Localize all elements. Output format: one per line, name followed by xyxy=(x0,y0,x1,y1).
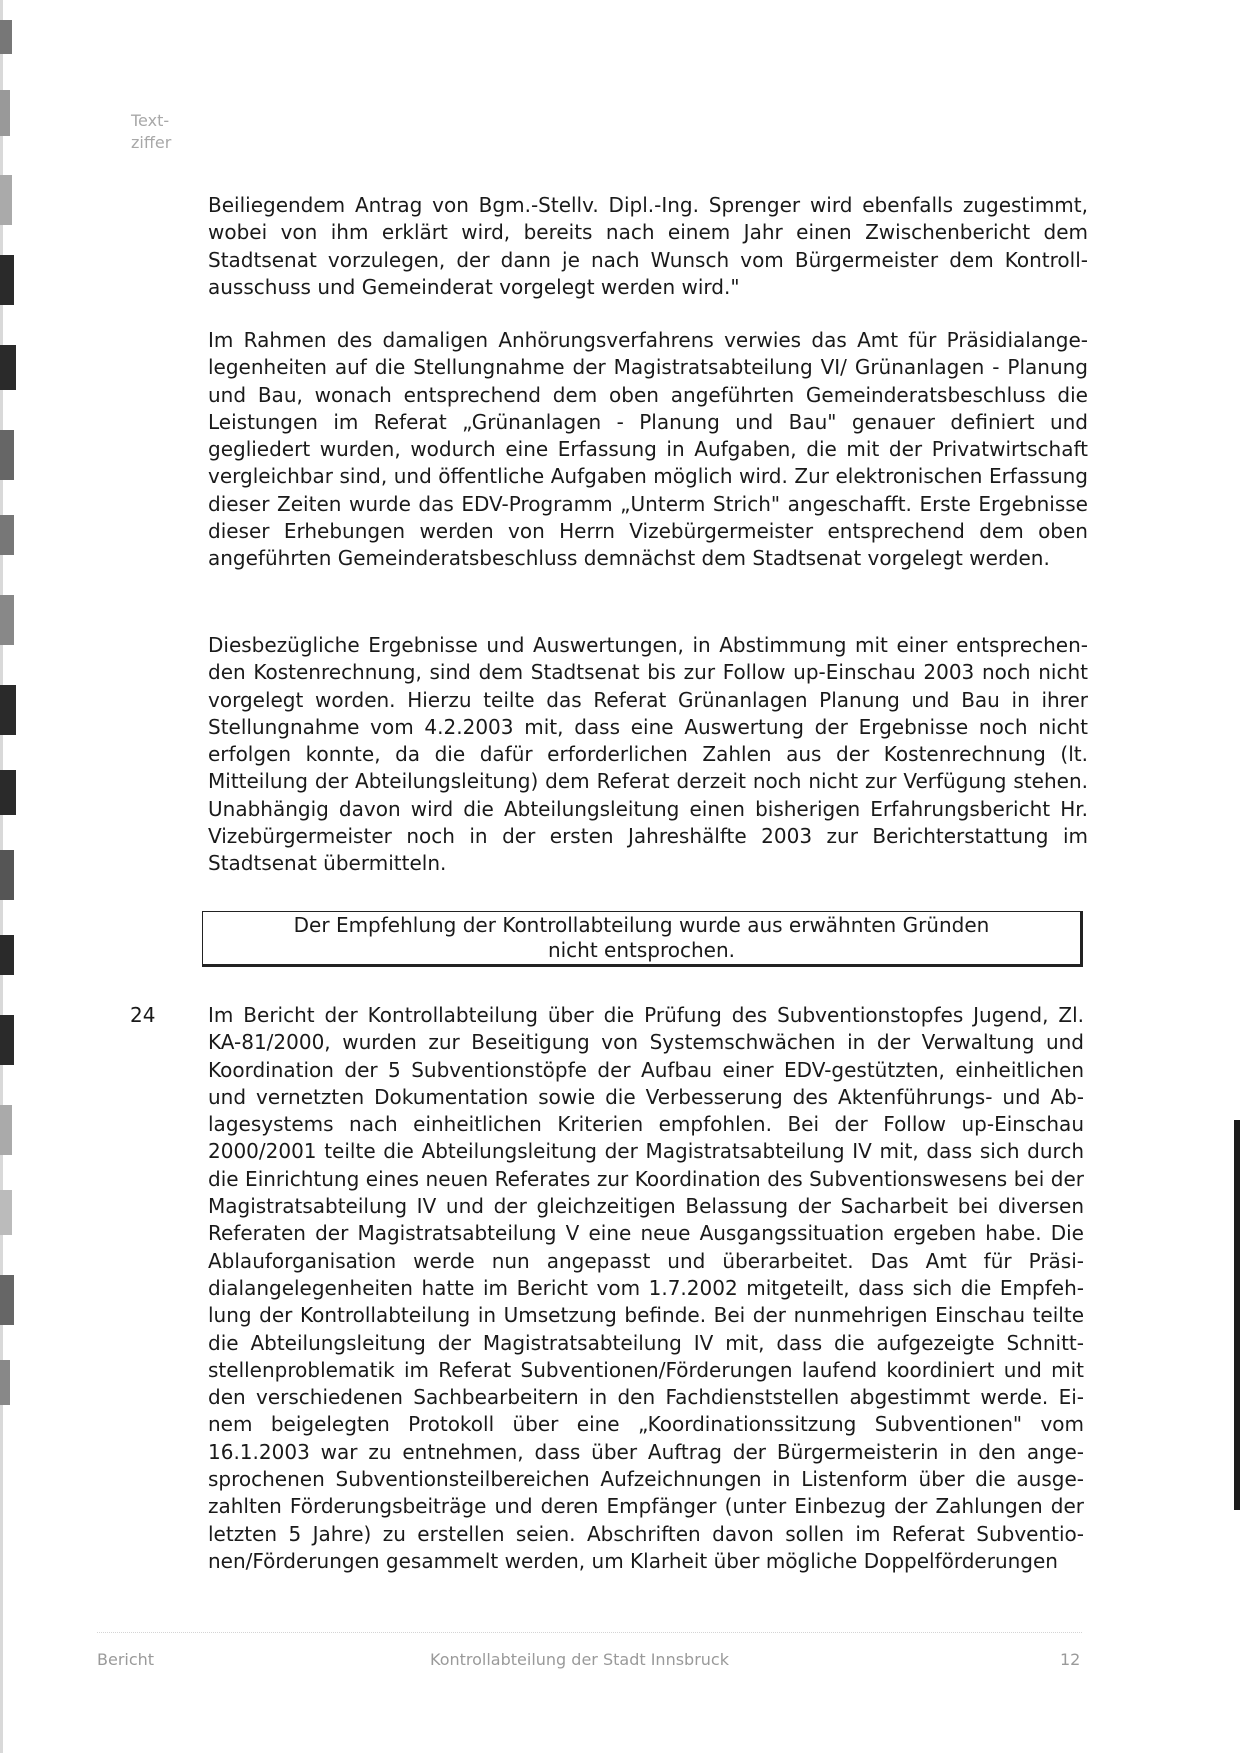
margin-label-textziffer: Text- ziffer xyxy=(131,111,172,152)
paragraph-3: Diesbezügliche Ergebnisse und Auswertungen, in Abstimmung mit einer entsprechenden Kostenrechnung, sind dem Stadtsenat bis zur Follow up-Einschau 2003 noch nicht vorgelegt worden. Hierzu teilte das Referat Grünanlagen Planung und Bau in ihrer Stellungnahme vom 4.2.2003 mit, dass eine Auswertung der Ergebnisse noch nicht erfolgen konnte, da die dafür erforderlichen Zahlen aus der Kostenrechnung (lt. Mitteilung der Abteilungsleitung) dem Referat derzeit noch nicht zur Verfügung stehen. Unabhängig davon wird die Abteilungsleitung einen bisherigen Erfahrungsbericht Hr. Vizebürgermeister noch in der ersten Jahreshälfte 2003 zur Berichterstattung im Stadtsenat übermitteln. xyxy=(208,633,1088,876)
recommendation-box xyxy=(202,911,1083,967)
scan-mark xyxy=(0,515,14,555)
scan-mark xyxy=(0,685,16,735)
paragraph-2: Im Rahmen des damaligen Anhörungsverfahrens verwies das Amt für Präsidialangelegenheiten auf die Stellungnahme der Magistratsabteilung VI/ Grünanlagen - Planung und Bau, wonach entsprechend dem oben angeführten Gemeinderatsbeschluss die Leistungen im Referat „Grünanlagen - Planung und Bau" genauer definiert und gegliedert wurden, wodurch eine Erfassung in Aufgaben, die mit der Privatwirtschaft vergleichbar sind, und öffentliche Aufgaben möglich wird. Zur elektronischen Erfassung dieser Zeiten wurde das EDV-Programm „Unterm Strich" angeschafft. Erste Ergebnisse dieser Erhebungen werden von Herrn Vizebürgermeister entsprechend dem oben angeführten Gemeinderatsbeschluss demnächst dem Stadtsenat vorgelegt werden. xyxy=(208,328,1088,571)
text-number: 24 xyxy=(130,1003,156,1027)
scan-mark xyxy=(0,1360,10,1405)
scan-mark xyxy=(0,935,14,975)
recommendation-line-1: Der Empfehlung der Kontrollabteilung wurde aus erwähnten Gründen xyxy=(293,913,990,937)
scan-mark xyxy=(0,90,10,136)
footer-rule xyxy=(97,1632,1082,1633)
scan-mark xyxy=(0,20,12,54)
footer-center: Kontrollabteilung der Stadt Innsbruck xyxy=(430,1650,729,1669)
scan-mark xyxy=(0,430,14,480)
paragraph-4: Im Bericht der Kontrollabteilung über die Prüfung des Subventionstopfes Jugend, Zl. KA-81/2000, wurden zur Beseitigung von Systemschwächen in der Verwaltung und Koordination der 5 Subventionstöpfe der Aufbau einer EDV-gestützten, einheitlichen und vernetzten Dokumentation sowie die Verbesserung des Aktenführungs- und Ablagesystems nach einheitlichen Kriterien empfohlen. Bei der Follow up-Einschau 2000/2001 teilte die Abteilungsleitung der Magistratsabteilung IV mit, dass sich durch die Einrichtung eines neuen Referates zur Koordination des Subventionswesens bei der Magistratsabteilung IV und der gleichzeitigen Belassung der Sacharbeit bei diversen Referaten der Magistratsabteilung V eine neue Ausgangssituation ergeben habe. Die Ablauforganisation werde nun angepasst und überarbeitet. Das Amt für Präsidialangelegenheiten hatte im Bericht vom 1.7.2002 mitgeteilt, dass sich die Empfehlung der Kontrollabteilung in Umsetzung befinde. Bei der nunmehrigen Einschau teilte die Abteilungsleitung der Magistratsabteilung IV mit, dass die aufgezeigte Schnittstellenproblematik im Referat Subventionen/Förderungen laufend koordiniert und mit den verschiedenen Sachbearbeitern in den Fachdienststellen abgestimmt werde. Einem beigelegten Protokoll über eine „Koordinationssitzung Subventionen" vom 16.1.2003 war zu entnehmen, dass über Auftrag der Bürgermeisterin in den angesprochenen Subventionsteilbereichen Aufzeichnungen in Listenform über die ausgezahlten Förderungsbeiträge und deren Empfänger (unter Einbezug der Zahlungen der letzten 5 Jahre) zu erstellen seien. Abschriften davon sollen im Referat Subventionen/Förderungen gesammelt werden, um Klarheit über mögliche Doppelförderungen xyxy=(208,1003,1084,1573)
scan-right-edge xyxy=(1234,1120,1240,1510)
scan-mark xyxy=(0,1105,12,1155)
scan-mark xyxy=(0,255,14,305)
scan-mark xyxy=(0,345,16,390)
scan-mark xyxy=(0,770,16,815)
scan-mark xyxy=(0,1015,14,1065)
scan-mark xyxy=(0,1190,12,1235)
scan-mark xyxy=(0,175,12,225)
scan-mark xyxy=(0,850,14,900)
scan-mark xyxy=(0,1275,14,1325)
footer-left: Bericht xyxy=(97,1650,155,1669)
recommendation-line-2: nicht entsprochen. xyxy=(547,938,736,962)
paragraph-1: Beiliegendem Antrag von Bgm.-Stellv. Dipl.-Ing. Sprenger wird ebenfalls zugestimmt, wobei von ihm erklärt wird, bereits nach einem Jahr einen Zwischenbericht dem Stadtsenat vorzulegen, der dann je nach Wunsch vom Bürgermeister dem Kontrollausschuss und Gemeinderat vorgelegt werden wird." xyxy=(208,193,1088,299)
scan-mark xyxy=(0,595,14,645)
page-number: 12 xyxy=(1060,1650,1081,1669)
